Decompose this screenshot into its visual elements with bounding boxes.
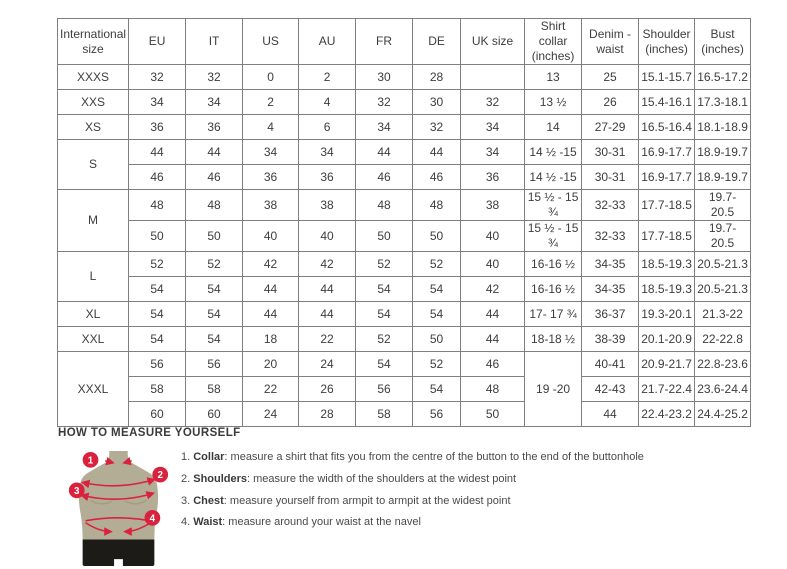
column-header: IT <box>186 19 243 65</box>
table-cell: 26 <box>299 377 356 402</box>
table-cell: 34-35 <box>582 277 639 302</box>
table-cell: 18-18 ½ <box>525 327 582 352</box>
table-cell: 48 <box>413 190 461 221</box>
table-row <box>58 221 751 252</box>
table-cell: 0 <box>243 65 299 90</box>
table-cell: 38 <box>299 190 356 221</box>
table-cell: 54 <box>413 277 461 302</box>
table-row <box>58 327 751 352</box>
table-cell: 34 <box>299 140 356 165</box>
table-cell: 17.3-18.1 <box>695 90 751 115</box>
table-cell: 50 <box>186 221 243 252</box>
table-cell: 20.9-21.7 <box>639 352 695 377</box>
step-label: Shoulders <box>193 472 248 485</box>
table-cell: 18 <box>243 327 299 352</box>
table-cell: XS <box>58 115 129 140</box>
badge-number-4: 4 <box>149 513 156 525</box>
table-cell: 30-31 <box>582 140 639 165</box>
table-cell: 42 <box>243 252 299 277</box>
table-row <box>58 65 751 90</box>
measure-body <box>57 449 767 569</box>
step-text: : measure the width of the shoulders at the widest point <box>247 472 517 485</box>
column-header: US <box>243 19 299 65</box>
table-cell: XXXL <box>58 352 129 427</box>
column-header: AU <box>299 19 356 65</box>
table-cell: 18.1-18.9 <box>695 115 751 140</box>
table-cell: 54 <box>356 277 413 302</box>
table-cell: 46 <box>129 165 186 190</box>
step-label: Collar <box>193 451 225 463</box>
table-cell: M <box>58 190 129 252</box>
table-cell: 52 <box>129 252 186 277</box>
table-cell: 52 <box>186 252 243 277</box>
table-cell: 38 <box>243 190 299 221</box>
measure-step <box>181 516 644 530</box>
table-cell: 54 <box>186 277 243 302</box>
table-cell: 27-29 <box>582 115 639 140</box>
size-chart-table <box>57 18 751 427</box>
table-cell: 18.9-19.7 <box>695 140 751 165</box>
table-cell: 30-31 <box>582 165 639 190</box>
table-cell: 50 <box>461 402 525 427</box>
measure-step <box>181 495 644 509</box>
table-cell: XXS <box>58 90 129 115</box>
table-cell: 34-35 <box>582 252 639 277</box>
step-text: : measure a shirt that fits you from the centre of the button to the end of the buttonhole <box>224 451 644 463</box>
table-cell: 20.5-21.3 <box>695 277 751 302</box>
table-cell: 40 <box>243 221 299 252</box>
table-cell: XXXS <box>58 65 129 90</box>
table-cell: 46 <box>356 165 413 190</box>
table-cell: 32-33 <box>582 190 639 221</box>
table-cell: 22 <box>299 327 356 352</box>
table-cell: 15.4-16.1 <box>639 90 695 115</box>
table-cell: 18.5-19.3 <box>639 252 695 277</box>
table-cell: 36 <box>186 115 243 140</box>
table-cell: 21.3-22 <box>695 302 751 327</box>
table-cell: 44 <box>461 302 525 327</box>
table-row <box>58 90 751 115</box>
table-cell: 14 <box>525 115 582 140</box>
table-cell: 13 <box>525 65 582 90</box>
table-cell: 58 <box>186 377 243 402</box>
measure-step <box>181 473 644 487</box>
table-cell: 22-22.8 <box>695 327 751 352</box>
table-cell: 38 <box>461 190 525 221</box>
table-cell: 58 <box>356 402 413 427</box>
measure-section <box>57 427 767 569</box>
table-cell: 40 <box>299 221 356 252</box>
step-text: : measure around your waist at the navel <box>222 516 421 529</box>
table-cell: 36 <box>299 165 356 190</box>
step-label: Chest <box>193 494 224 507</box>
table-cell: 54 <box>129 302 186 327</box>
table-row <box>58 352 751 377</box>
table-cell: 22.8-23.6 <box>695 352 751 377</box>
table-header <box>58 19 751 65</box>
table-cell: 20 <box>243 352 299 377</box>
table-cell: 60 <box>129 402 186 427</box>
table-cell: 52 <box>356 252 413 277</box>
table-cell: 22 <box>243 377 299 402</box>
table-cell: 44 <box>582 402 639 427</box>
step-label: Waist <box>193 516 223 529</box>
table-cell: 19.7- 20.5 <box>695 190 751 221</box>
table-cell: 48 <box>461 377 525 402</box>
table-cell: 44 <box>299 302 356 327</box>
table-cell: 20.1-20.9 <box>639 327 695 352</box>
table-cell: 54 <box>413 302 461 327</box>
table-cell: 28 <box>413 65 461 90</box>
column-header: DE <box>413 19 461 65</box>
table-cell: 14 ½ -15 <box>525 140 582 165</box>
table-cell <box>461 65 525 90</box>
table-cell: 44 <box>413 140 461 165</box>
measure-step <box>181 451 644 465</box>
table-cell: XXL <box>58 327 129 352</box>
table-cell: 40 <box>461 221 525 252</box>
table-cell: 50 <box>413 327 461 352</box>
mannequin-illustration <box>62 449 175 569</box>
table-cell: 16.5-16.4 <box>639 115 695 140</box>
table-cell: 48 <box>356 190 413 221</box>
table-cell: 52 <box>356 327 413 352</box>
table-cell: 46 <box>413 165 461 190</box>
table-cell: 15 ½ - 15 ¾ <box>525 190 582 221</box>
column-header: EU <box>129 19 186 65</box>
table-row <box>58 115 751 140</box>
table-cell: 54 <box>413 377 461 402</box>
column-header: Shirt collar (inches) <box>525 19 582 65</box>
table-cell: 21.7-22.4 <box>639 377 695 402</box>
table-cell: 52 <box>413 252 461 277</box>
table-cell: 20.5-21.3 <box>695 252 751 277</box>
table-cell: 44 <box>356 140 413 165</box>
table-cell: 46 <box>461 352 525 377</box>
table-cell: 40-41 <box>582 352 639 377</box>
table-cell: 18.9-19.7 <box>695 165 751 190</box>
table-cell: 14 ½ -15 <box>525 165 582 190</box>
table-cell: 54 <box>356 302 413 327</box>
table-row <box>58 277 751 302</box>
table-cell: 42 <box>299 252 356 277</box>
table-cell: 38-39 <box>582 327 639 352</box>
table-cell: 52 <box>413 352 461 377</box>
table-cell: 50 <box>413 221 461 252</box>
column-header: Shoulder (inches) <box>639 19 695 65</box>
mannequin-shorts <box>83 539 155 566</box>
badge-number-1: 1 <box>87 455 94 467</box>
step-number: 1. <box>181 451 194 463</box>
table-cell: 15.1-15.7 <box>639 65 695 90</box>
table-cell: XL <box>58 302 129 327</box>
table-cell: 40 <box>461 252 525 277</box>
table-cell: 4 <box>243 115 299 140</box>
table-cell: L <box>58 252 129 302</box>
table-cell: 16.9-17.7 <box>639 140 695 165</box>
badge-number-3: 3 <box>74 485 80 497</box>
table-cell: 54 <box>356 352 413 377</box>
table-cell: 44 <box>243 302 299 327</box>
table-cell: 32 <box>129 65 186 90</box>
table-cell: 46 <box>186 165 243 190</box>
table-cell: 42-43 <box>582 377 639 402</box>
table-cell: 42 <box>461 277 525 302</box>
column-header: Bust (inches) <box>695 19 751 65</box>
table-row <box>58 302 751 327</box>
table-cell: 34 <box>356 115 413 140</box>
table-cell: 4 <box>299 90 356 115</box>
table-cell: 50 <box>129 221 186 252</box>
header-row <box>58 19 751 65</box>
table-cell: 16.9-17.7 <box>639 165 695 190</box>
table-cell: 19.7- 20.5 <box>695 221 751 252</box>
table-cell: 13 ½ <box>525 90 582 115</box>
table-cell: 36-37 <box>582 302 639 327</box>
table-cell: 54 <box>186 302 243 327</box>
table-cell: 54 <box>186 327 243 352</box>
table-cell: 16.5-17.2 <box>695 65 751 90</box>
table-body <box>58 65 751 427</box>
table-cell: 30 <box>356 65 413 90</box>
table-cell: 16-16 ½ <box>525 277 582 302</box>
table-cell: 44 <box>299 277 356 302</box>
table-cell: 32 <box>461 90 525 115</box>
table-cell: 24 <box>243 402 299 427</box>
table-cell: 19 -20 <box>525 352 582 427</box>
table-cell: 17.7-18.5 <box>639 190 695 221</box>
table-row <box>58 140 751 165</box>
table-cell: 30 <box>413 90 461 115</box>
step-text: : measure yourself from armpit to armpit at the widest point <box>223 494 511 507</box>
table-cell: 26 <box>582 90 639 115</box>
table-row <box>58 252 751 277</box>
table-cell: 56 <box>186 352 243 377</box>
badge-number-2: 2 <box>157 470 163 482</box>
table-cell: 48 <box>186 190 243 221</box>
table-cell: 56 <box>129 352 186 377</box>
table-cell: 34 <box>461 140 525 165</box>
table-cell: 44 <box>243 277 299 302</box>
table-cell: 28 <box>299 402 356 427</box>
table-cell: 2 <box>243 90 299 115</box>
table-cell: 48 <box>129 190 186 221</box>
table-cell: 32-33 <box>582 221 639 252</box>
table-cell: 34 <box>461 115 525 140</box>
table-row <box>58 190 751 221</box>
step-number: 2. <box>181 472 194 485</box>
table-cell: 32 <box>413 115 461 140</box>
column-header: International size <box>58 19 129 65</box>
table-cell: 2 <box>299 65 356 90</box>
table-cell: 19.3-20.1 <box>639 302 695 327</box>
table-row <box>58 402 751 427</box>
table-cell: 32 <box>356 90 413 115</box>
table-cell: 50 <box>356 221 413 252</box>
table-cell: 24.4-25.2 <box>695 402 751 427</box>
column-header: UK size <box>461 19 525 65</box>
table-cell: 24 <box>299 352 356 377</box>
table-cell: 15 ½ - 15 ¾ <box>525 221 582 252</box>
table-cell: 54 <box>129 277 186 302</box>
table-cell: 16-16 ½ <box>525 252 582 277</box>
step-number: 4. <box>181 516 194 529</box>
table-cell: 58 <box>129 377 186 402</box>
table-row <box>58 165 751 190</box>
table-cell: 18.5-19.3 <box>639 277 695 302</box>
table-cell: 36 <box>243 165 299 190</box>
table-cell: 34 <box>186 90 243 115</box>
table-cell: 25 <box>582 65 639 90</box>
table-cell: 36 <box>129 115 186 140</box>
step-number: 3. <box>181 494 194 507</box>
table-row <box>58 377 751 402</box>
table-cell: 54 <box>129 327 186 352</box>
table-cell: 56 <box>413 402 461 427</box>
table-cell: 44 <box>461 327 525 352</box>
column-header: Denim - waist <box>582 19 639 65</box>
table-cell: 36 <box>461 165 525 190</box>
table-cell: 44 <box>186 140 243 165</box>
table-cell: 34 <box>243 140 299 165</box>
table-cell: 34 <box>129 90 186 115</box>
column-header: FR <box>356 19 413 65</box>
measure-title: HOW TO MEASURE YOURSELF <box>58 427 241 439</box>
table-cell: 44 <box>129 140 186 165</box>
table-cell: 32 <box>186 65 243 90</box>
table-cell: 56 <box>356 377 413 402</box>
table-cell: 23.6-24.4 <box>695 377 751 402</box>
table-cell: 17- 17 ¾ <box>525 302 582 327</box>
table-cell: S <box>58 140 129 190</box>
table-cell: 17.7-18.5 <box>639 221 695 252</box>
measure-steps <box>175 451 644 538</box>
table-cell: 6 <box>299 115 356 140</box>
table-cell: 60 <box>186 402 243 427</box>
table-cell: 22.4-23.2 <box>639 402 695 427</box>
